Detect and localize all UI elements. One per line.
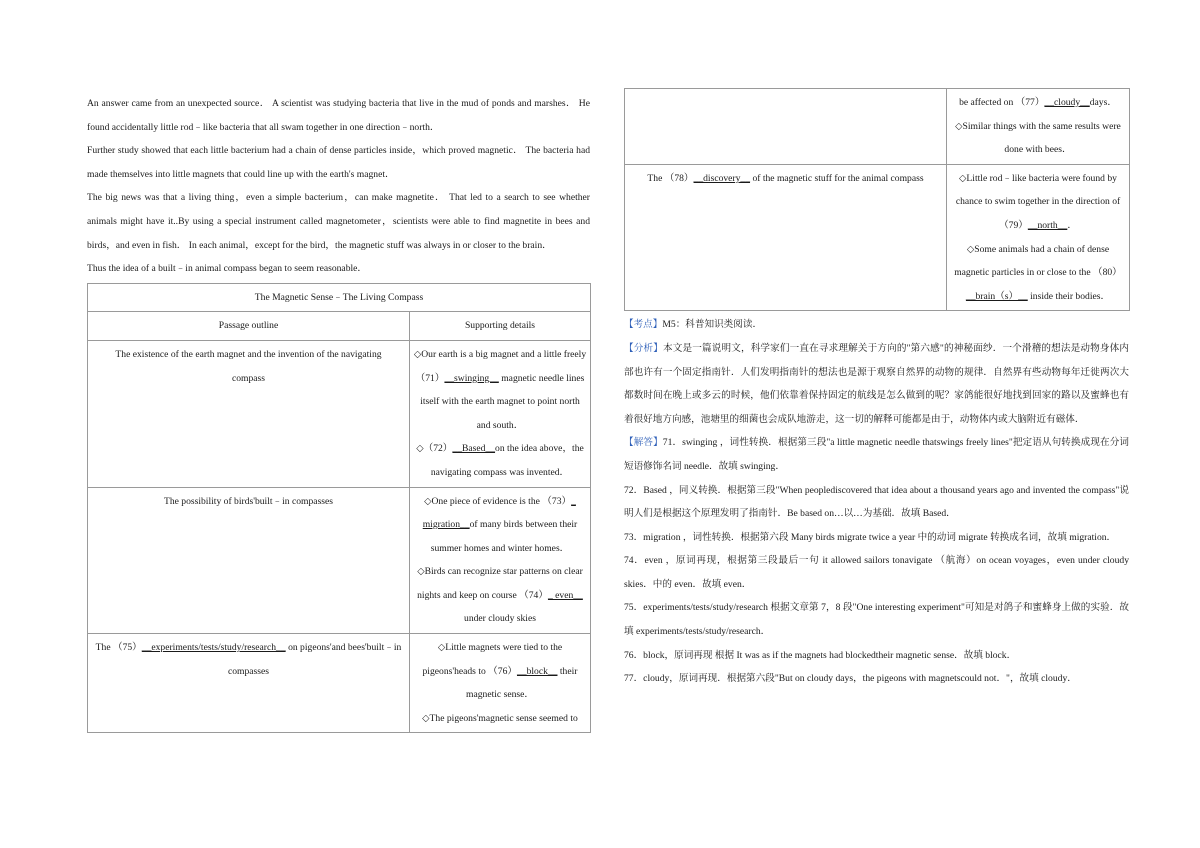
passage-paragraph-3: The big news was that a living thing，even a simple bacterium，can make magnetite． That led to a search to see whether animals might have it..By using a special instrument called magnetometer，scientists were able to find magnetite in bees and birds，and even in fish． In each animal，except for the bird，the magnetic stuff was always in or closer to the brain．	[87, 192, 590, 251]
table-row	[88, 340, 591, 487]
row1-details	[410, 340, 591, 487]
row1-outline: The existence of the earth magnet and the invention of the navigating compass	[88, 340, 410, 487]
answer-72: 72．Based ，同义转换．根据第三段"When peoplediscovered that idea about a thousand years ago and invented the compass"说明人们是根据这个原理发明了指南针．Be based on…以…为基础．故填 Based．	[624, 484, 1129, 520]
answer-73: 73．migration ，词性转换．根据第六段 Many birds migrate twice a year 中的动词 migrate 转换成名词，故填 migration．	[624, 531, 1117, 543]
table-row	[625, 164, 1130, 311]
table-row	[88, 634, 591, 733]
detail-text: ◇Similar things with the same results were done with bees．	[955, 120, 1121, 156]
detail-text: be affected on （77）	[959, 97, 1045, 108]
kaodian-line	[624, 313, 1129, 337]
detail-text: of many birds between their summer homes and winter homes．	[430, 519, 578, 554]
blank-74: _ even__	[547, 589, 583, 601]
blank-73: _ migration__	[422, 495, 576, 531]
table-row	[88, 487, 591, 634]
row2-details	[410, 487, 591, 634]
detail-text: ◇Little rod﹣like bacteria were found by chance to swim together in the direction of （79）	[955, 172, 1121, 231]
left-column	[87, 92, 590, 733]
outline-text: on pigeons'and bees'built﹣in compasses	[227, 642, 402, 677]
answer-text: 71．swinging ，词性转换．根据第三段"a little magnetic needle thatswings freely lines"把定语从句转换成现在分词短语修饰名词 needle．故填 swinging．	[624, 437, 1130, 472]
row3-outline-cont	[625, 89, 947, 165]
blank-76: __block__	[516, 665, 558, 677]
fenxi-line	[624, 337, 1129, 431]
detail-text: on the idea above，the navigating compass was invented．	[430, 443, 584, 478]
answer-74: 74．even ，原词再现，根据第三段最后一句 it allowed sailors tonavigate （航海）on ocean voyages，even under cloudy skies．中的 even．故填 even．	[624, 555, 1129, 590]
outline-text: The （78）	[647, 172, 694, 184]
row4-outline	[625, 164, 947, 311]
table-row	[625, 89, 1130, 165]
blank-78: __discovery__	[693, 172, 751, 184]
summary-table-continued	[624, 88, 1130, 311]
detail-text: days．	[1089, 97, 1117, 108]
answer-76: 76．block，原词再现 根据 It was as if the magnets had blockedtheir magnetic sense．故填 block．	[624, 649, 1017, 661]
detail-text: inside their bodies．	[1030, 290, 1111, 302]
blank-79: __north__	[1027, 219, 1068, 231]
detail-text: ◇Our earth is a big magnet and a little freely （71）	[413, 348, 587, 384]
jieda-tag: 【解答】	[624, 437, 663, 449]
table-title: The Magnetic Sense﹣The Living Compass	[88, 283, 591, 312]
blank-75: __experiments/tests/study/research__	[141, 642, 286, 654]
summary-table	[87, 283, 591, 734]
row2-outline: The possibility of birds'built﹣in compasses	[88, 487, 410, 634]
answer-75: 75．experiments/tests/study/research 根据文章第 7，8 段"One interesting experiment"可知是对鸽子和蜜蜂身上做的实验．故填 experiments/tests/study/research．	[624, 602, 1129, 638]
detail-text: ◇The pigeons'magnetic sense seemed to	[422, 712, 578, 724]
detail-text: ◇One piece of evidence is the （73）	[424, 495, 572, 507]
fenxi-text: 本文是一篇说明文，科学家们一直在寻求理解关于方向的"第六感"的神秘面纱．一个滑稽的想法是动物身体内部也许有一个固定指南针．人们发明指南针的想法也是源于观察自然界的动物的规律．自然界有些动物每年迁徙两次大都数时间在晚上或多云的时候，他们依靠着保持固定的航线是怎么做到的呢？家鸽能很好地找到回家的路以及蜜蜂也有着很好地方向感，池塘里的细菌也会成队地游走，这一切的解释可能都是由于，动物体内或大脑附近有磁体．	[624, 342, 1129, 425]
detail-text: ◇Birds can recognize star patterns on clear nights and keep on course （74）	[417, 566, 583, 601]
detail-text: their magnetic sense．	[466, 665, 578, 701]
detail-text: ◇（72）	[416, 443, 453, 455]
detail-text: under cloudy skies	[464, 613, 536, 625]
detail-text: ◇Little magnets were tied to the pigeons'heads to （76）	[422, 642, 563, 677]
blank-77: __cloudy__	[1044, 97, 1090, 108]
blank-80: __brain（s）__	[965, 290, 1028, 302]
analysis-section	[624, 313, 1129, 691]
header-details: Supporting details	[410, 312, 591, 341]
row3-details-cont	[947, 89, 1130, 165]
header-outline: Passage outline	[88, 312, 410, 341]
row3-details	[410, 634, 591, 733]
passage-paragraph-2: Further study showed that each little bacterium had a chain of dense particles inside，which proved magnetic． The bacteria had made themselves into little magnets that could line up with the earth's magnet．	[87, 145, 590, 180]
detail-text: ◇Some animals had a chain of dense magnetic particles in or close to the （80）	[954, 243, 1122, 279]
detail-text: ．	[1067, 219, 1077, 231]
outline-text: of the magnetic stuff for the animal compass	[752, 172, 924, 184]
blank-71: __swinging__	[444, 372, 499, 384]
passage-paragraph-1: An answer came from an unexpected source． A scientist was studying bacteria that live in the mud of ponds and marshes． He found accidentally little rod﹣like bacteria that all swam together in one direction﹣north．	[87, 98, 590, 133]
fenxi-tag: 【分析】	[624, 342, 663, 354]
right-column	[624, 88, 1129, 691]
answer-77: 77．cloudy，原词再现．根据第六段"But on cloudy days，the pigeons with magnetscould not．"，故填 cloudy．	[624, 673, 1077, 685]
passage-paragraph-4: Thus the idea of a built﹣in animal compass began to seem reasonable．	[87, 263, 368, 275]
outline-text: The （75）	[95, 642, 142, 654]
answer-71	[624, 431, 1129, 478]
kaodian-text: M5：科普知识类阅读．	[662, 319, 763, 331]
row3-outline	[88, 634, 410, 733]
kaodian-tag: 【考点】	[624, 319, 663, 331]
blank-72: __Based__	[452, 443, 496, 455]
row4-details	[947, 164, 1130, 311]
detail-text: magnetic needle lines itself with the earth magnet to point north and south．	[420, 372, 585, 431]
